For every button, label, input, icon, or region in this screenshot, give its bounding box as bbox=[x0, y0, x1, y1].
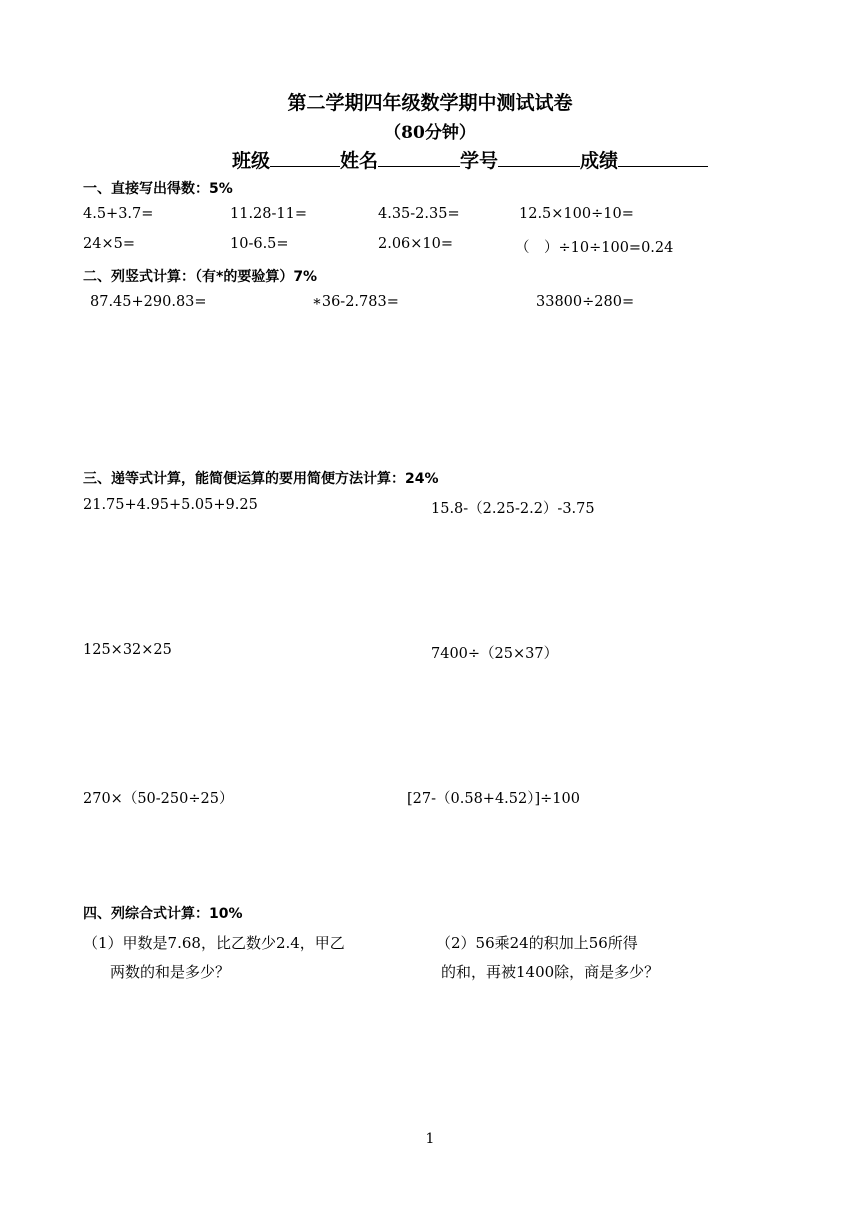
step-calc-4: 7400÷（25×37） bbox=[431, 646, 559, 662]
problem-1-2: 11.28-11= bbox=[230, 206, 308, 222]
problem-1-6: 10-6.5= bbox=[230, 236, 289, 252]
vertical-calc-3: 33800÷280= bbox=[536, 294, 635, 310]
section-4-heading: 四、列综合式计算：10% bbox=[83, 906, 243, 922]
step-calc-6: [27-（0.58+4.52）]÷100 bbox=[407, 791, 580, 807]
score-blank[interactable] bbox=[618, 148, 708, 167]
problem-1-7: 2.06×10= bbox=[378, 236, 454, 252]
vertical-calc-1: 87.45+290.83= bbox=[90, 294, 207, 310]
student-number-blank[interactable] bbox=[498, 148, 580, 167]
name-blank[interactable] bbox=[378, 148, 460, 167]
vertical-calc-2: ∗36-2.783= bbox=[312, 294, 399, 310]
student-number-label: 学号 bbox=[460, 150, 499, 172]
word-problem-2-line-2: 的和，再被1400除，商是多少？ bbox=[441, 963, 660, 981]
step-calc-3: 125×32×25 bbox=[83, 642, 172, 658]
section-2-heading: 二、列竖式计算：（有*的要验算）7% bbox=[83, 269, 318, 285]
section-3-heading: 三、递等式计算，能简便运算的要用简便方法计算：24% bbox=[83, 471, 439, 487]
step-calc-1: 21.75+4.95+5.05+9.25 bbox=[83, 497, 258, 513]
problem-1-5: 24×5= bbox=[83, 236, 135, 252]
word-problem-1-line-1: （1）甲数是7.68，比乙数少2.4，甲乙 bbox=[83, 934, 345, 952]
problem-1-8: （ ）÷10÷100=0.24 bbox=[515, 240, 674, 256]
word-problem-2-line-1: （2）56乘24的积加上56所得 bbox=[436, 934, 638, 952]
section-1-heading: 一、直接写出得数：5% bbox=[83, 181, 233, 197]
problem-1-3: 4.35-2.35= bbox=[378, 206, 460, 222]
problem-1-1: 4.5+3.7= bbox=[83, 206, 154, 222]
exam-duration: （80分钟） bbox=[384, 123, 476, 143]
step-calc-5: 270×（50-250÷25） bbox=[83, 791, 234, 807]
name-label: 姓名 bbox=[340, 150, 379, 172]
word-problem-1-line-2: 两数的和是多少？ bbox=[110, 963, 231, 981]
step-calc-2: 15.8-（2.25-2.2）-3.75 bbox=[431, 501, 595, 517]
page-title: 第二学期四年级数学期中测试试卷 bbox=[287, 92, 573, 114]
problem-1-4: 12.5×100÷10= bbox=[519, 206, 634, 222]
score-label: 成绩 bbox=[580, 150, 619, 172]
student-info-line bbox=[232, 146, 708, 173]
class-label: 班级 bbox=[232, 150, 271, 172]
page-number: 1 bbox=[425, 1131, 435, 1147]
class-blank[interactable] bbox=[270, 148, 340, 167]
